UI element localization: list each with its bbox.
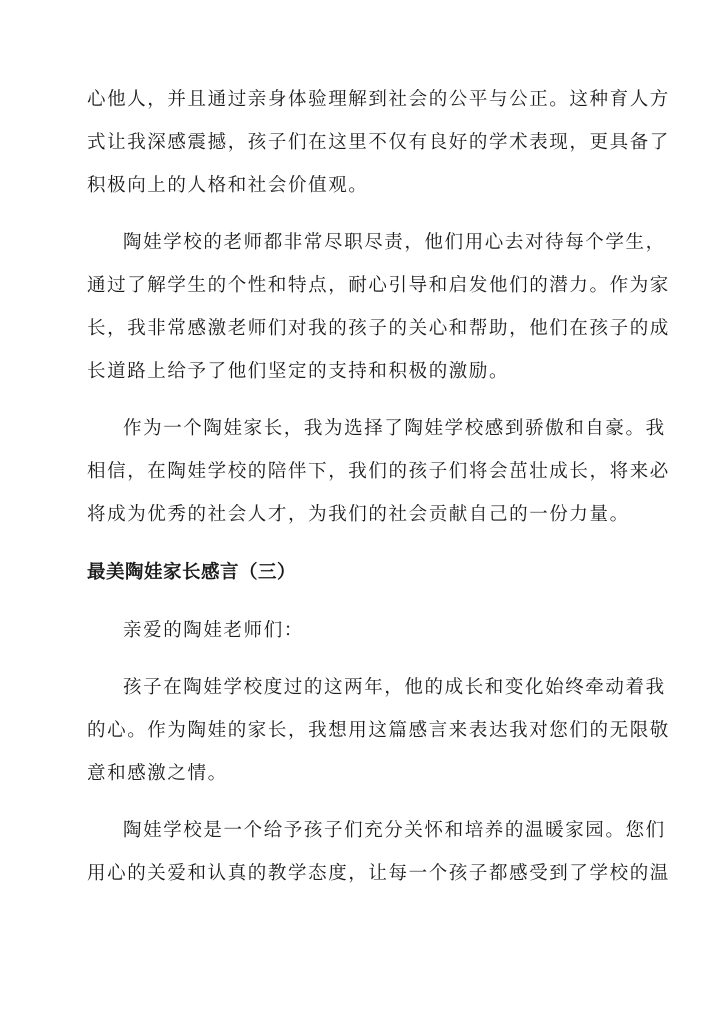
text-line: 用心的关爱和认真的教学态度，让每一个孩子都感受到了学校的温 <box>87 863 670 884</box>
text-line: 陶娃学校是一个给予孩子们充分关怀和培养的温暖家园。您们 <box>123 820 666 841</box>
text-line: 意和感激之情。 <box>87 763 228 784</box>
text-line: 孩子在陶娃学校度过的这两年，他的成长和变化始终牵动着我 <box>123 677 666 698</box>
text-line: 的心。作为陶娃的家长，我想用这篇感言来表达我对您们的无限敬 <box>87 720 670 741</box>
text-line: 将成为优秀的社会人才，为我们的社会贡献自己的一份力量。 <box>87 504 630 525</box>
text-line: 陶娃学校的老师都非常尽职尽责，他们用心去对待每个学生， <box>123 232 666 253</box>
text-line: 通过了解学生的个性和特点，耐心引导和启发他们的潜力。作为家 <box>87 275 670 296</box>
text-line: 心他人，并且通过亲身体验理解到社会的公平与公正。这种育人方 <box>87 89 670 110</box>
text-line: 积极向上的人格和社会价值观。 <box>87 175 369 196</box>
text-line: 式让我深感震撼，孩子们在这里不仅有良好的学术表现，更具备了 <box>87 132 670 153</box>
text-line: 亲爱的陶娃老师们： <box>123 620 304 641</box>
text-line: 长道路上给予了他们坚定的支持和积极的激励。 <box>87 361 510 382</box>
section-heading: 最美陶娃家长感言（三） <box>87 562 297 583</box>
text-line: 相信，在陶娃学校的陪伴下，我们的孩子们将会茁壮成长，将来必 <box>87 461 670 482</box>
text-line: 作为一个陶娃家长，我为选择了陶娃学校感到骄傲和自豪。我 <box>123 418 666 439</box>
text-line: 长，我非常感激老师们对我的孩子的关心和帮助，他们在孩子的成 <box>87 318 670 339</box>
